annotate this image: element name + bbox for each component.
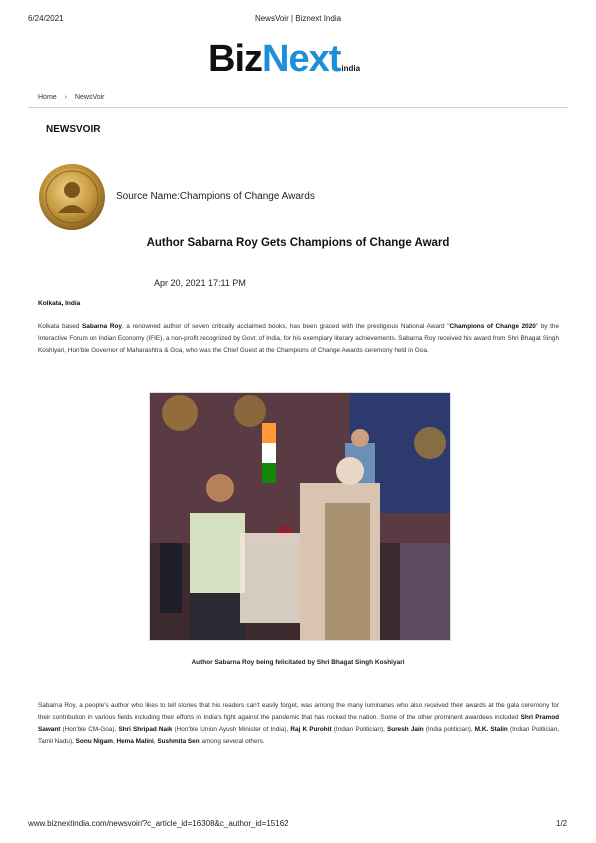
print-footer-url: www.biznextindia.com/newsvoir/?c_article_id=16308&c_author_id=15162 (28, 819, 289, 828)
logo-text-next: Next (262, 38, 341, 80)
header-divider (28, 107, 568, 108)
print-page-number: 1/2 (556, 819, 568, 828)
article-paragraph-1: Kolkata based Sabarna Roy, a renowned author of seven critically acclaimed books, has been graced with the prestigious National Award "Champions of Change 2020" by the Interactive Forum on Indian Economy (IFIE), a non-profit recognized by Govt. of India, for his exemplary literary achievements. Sabarna Roy received his award from Shri Bhagat Singh Koshiyari, Hon'ble Governor of Maharashtra & Goa, who was the Chief Guest at the Champions of Change Awards ceremony held in Goa. (38, 323, 560, 354)
print-date: 6/24/2021 (28, 14, 64, 23)
print-page-title: NewsVoir | Biznext India (254, 14, 342, 23)
photo-caption: Author Sabarna Roy being felicitated by Shri Bhagat Singh Koshiyari (191, 659, 405, 666)
section-label: NEWSVOIR (46, 124, 101, 135)
chevron-right-icon: › (64, 94, 67, 101)
article-title: Author Sabarna Roy Gets Champions of Change Award (146, 237, 450, 249)
award-medal-image (38, 163, 106, 231)
logo-text-india: india (341, 64, 361, 73)
logo-text-biz: Biz (208, 38, 262, 80)
breadcrumb (38, 94, 105, 101)
source-name: Source Name:Champions of Change Awards (116, 191, 315, 202)
article-paragraph-2: Sabarna Roy, a people's author who likes to tell stories that his readers can't easily forget, was among the many luminaries who also received their awards at the gala ceremony for their contribution in various fields including their efforts in India's fight against the pandemic that has rocked the nation. Some of the other prominent awardees included Shri Pramod Sawant (Hon'ble CM-Goa), Shri Shripad Naik (Hon'ble Union Ayush Minister of India), Raj K Purohit (Indian Politician), Suresh Jain (India politician), M.K. Stalin (Indian Politician, Tamil Nadu), Sonu Nigam, Hema Malini, Sushmita Sen among several others. (38, 702, 560, 745)
article-location: Kolkata, India (38, 300, 81, 307)
breadcrumb-current[interactable]: NewsVoir (74, 94, 105, 101)
breadcrumb-home-link[interactable]: Home (38, 94, 57, 101)
article-date: Apr 20, 2021 17:11 PM (154, 278, 246, 288)
award-ceremony-photo (149, 392, 451, 641)
biznext-logo[interactable] (208, 38, 398, 80)
